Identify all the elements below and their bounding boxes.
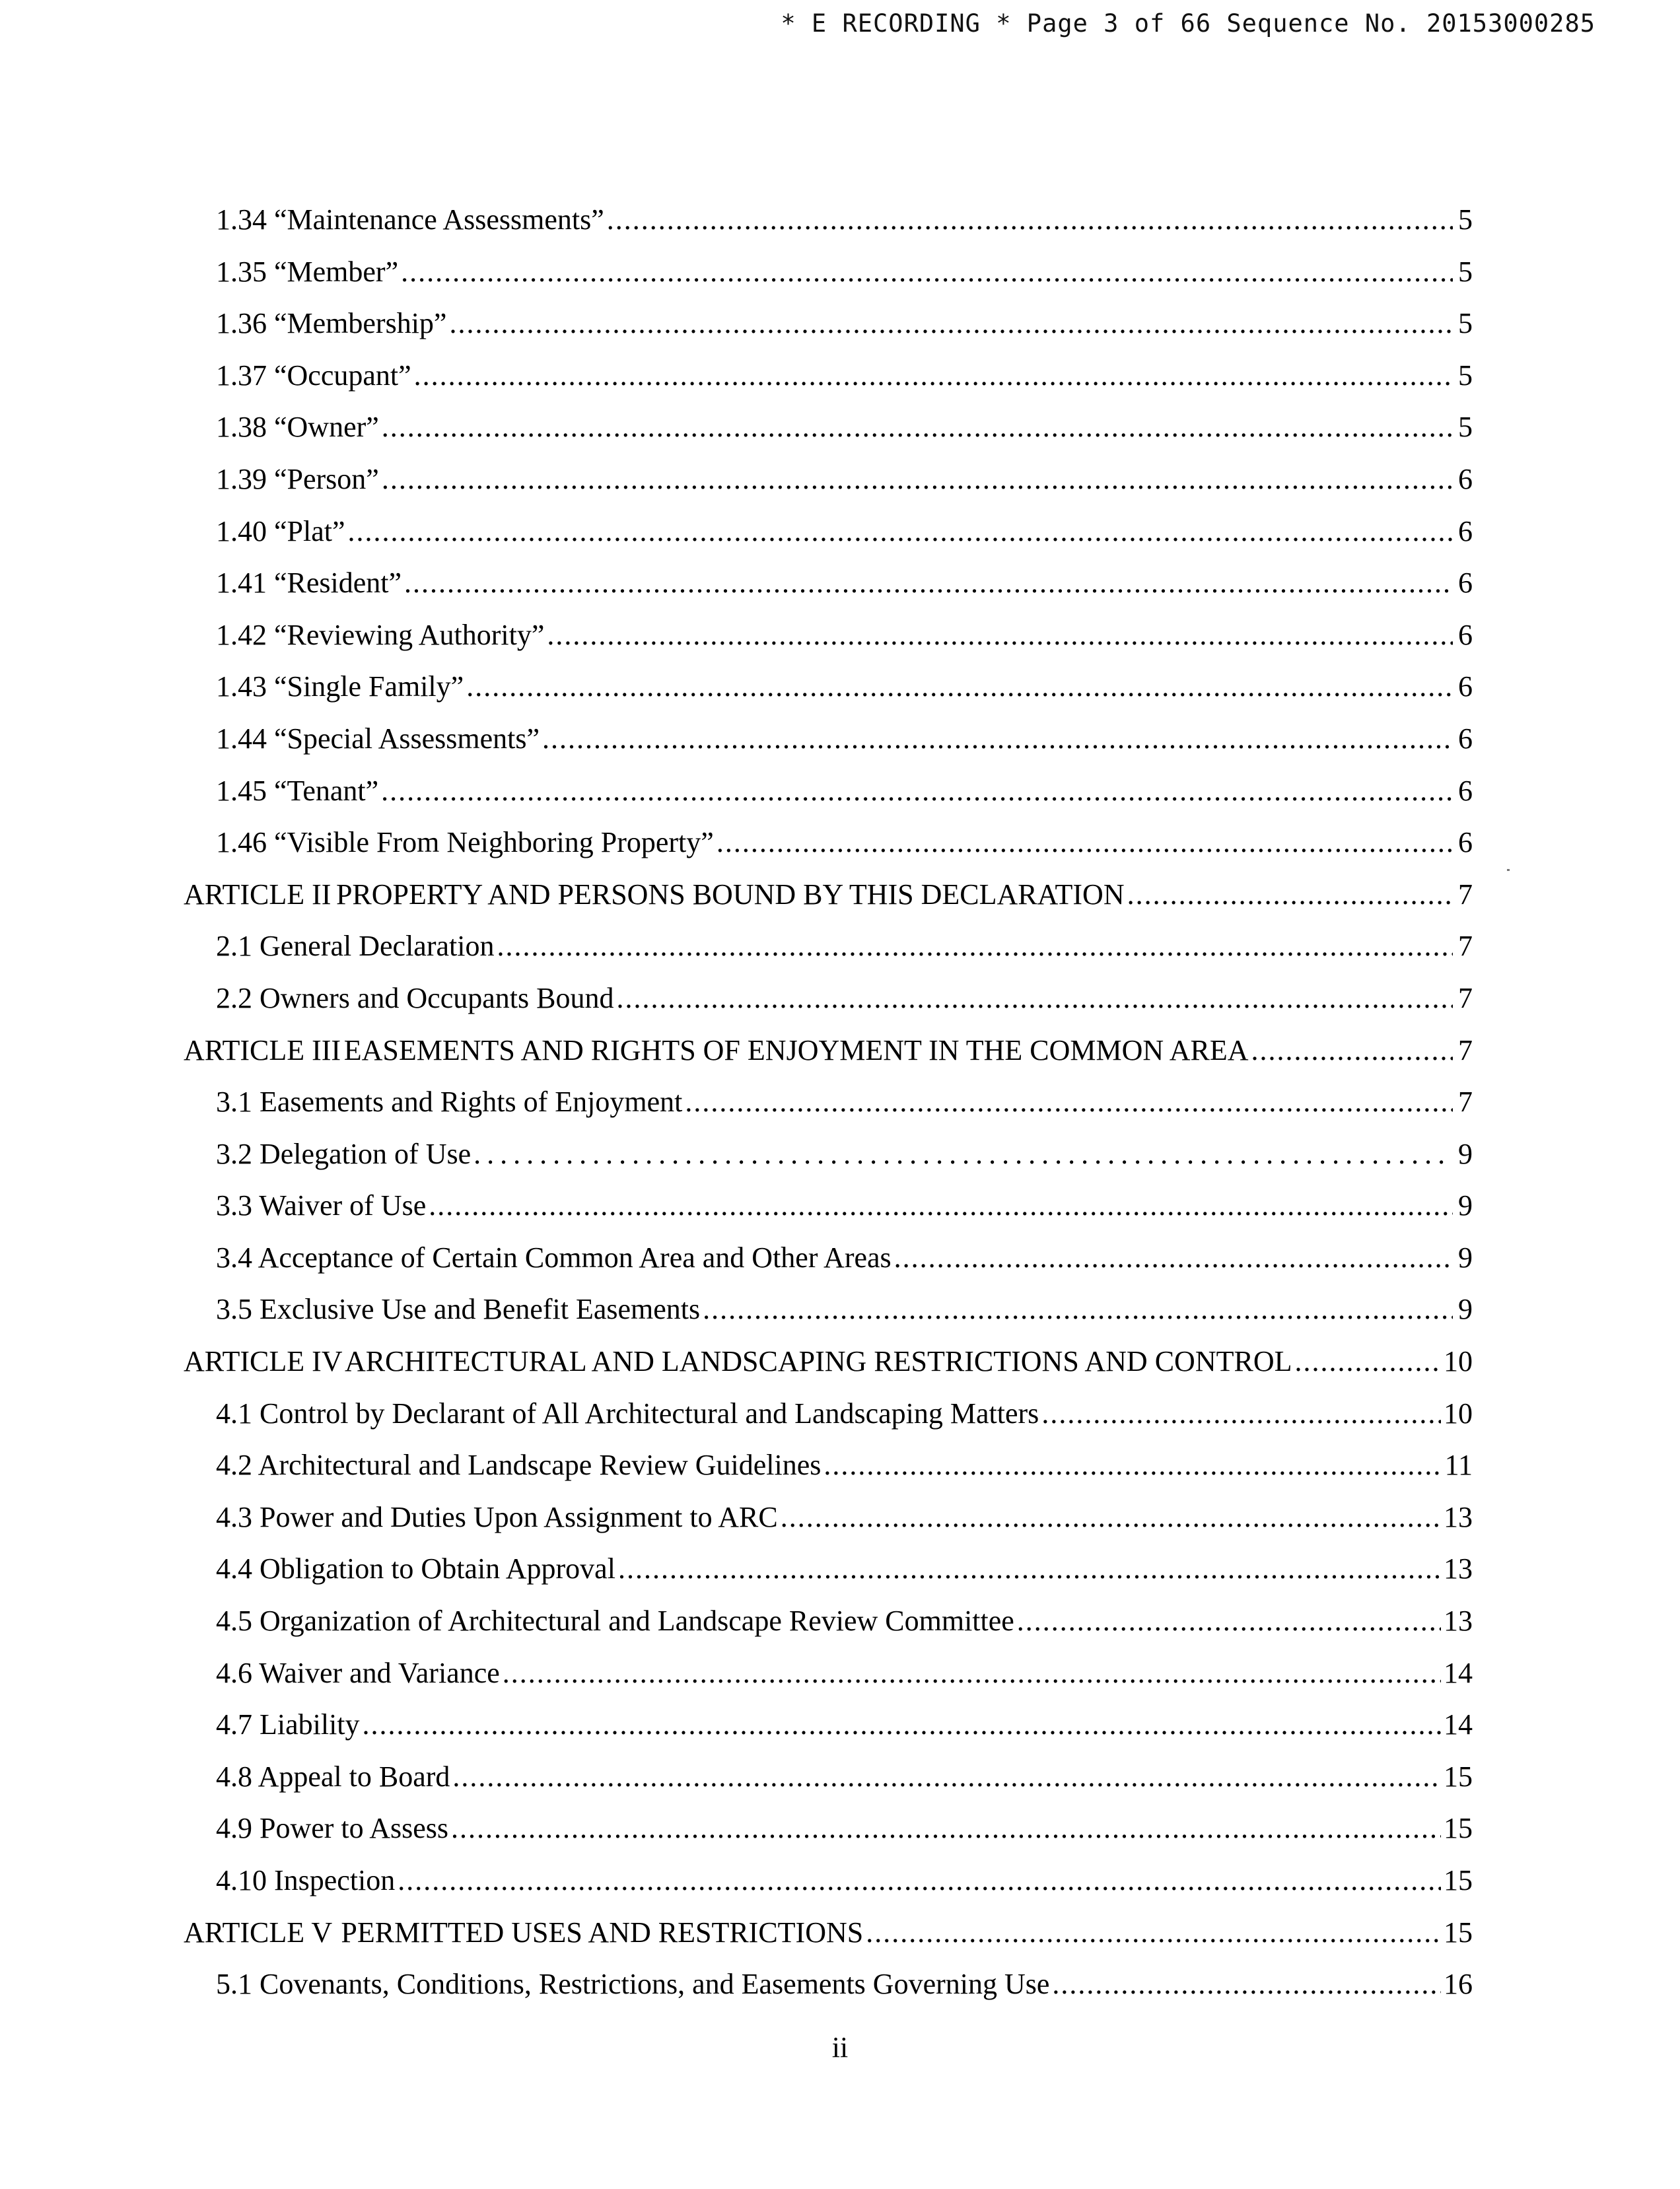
toc-page-number: 15: [1444, 1812, 1473, 1845]
dot-leader: [401, 256, 1453, 289]
dot-leader: [703, 1293, 1453, 1326]
dot-leader: [429, 1189, 1453, 1222]
toc-section-row: [184, 619, 1473, 671]
toc-page-number: 6: [1458, 514, 1473, 547]
dot-leader: [503, 1657, 1441, 1690]
toc-page-number: 7: [1458, 981, 1473, 1014]
toc-section-row: [184, 1552, 1473, 1605]
toc-section-row: [184, 930, 1473, 982]
dot-leader: [381, 775, 1453, 808]
toc-page-number: 6: [1458, 670, 1473, 703]
section-title: 4.10 Inspection: [216, 1864, 396, 1896]
section-title: 1.38 “Owner”: [216, 411, 379, 444]
toc-section-row: [184, 411, 1473, 463]
toc-section-row: [184, 1501, 1473, 1553]
article-number: ARTICLE IV: [184, 1345, 343, 1378]
toc-section-row: [184, 1397, 1473, 1449]
dot-leader: [473, 1138, 1453, 1171]
article-title: PERMITTED USES AND RESTRICTIONS: [341, 1916, 864, 1949]
section-title: 4.8 Appeal to Board: [216, 1760, 450, 1793]
toc-section-row: [184, 359, 1473, 411]
section-title: 3.2 Delegation of Use: [216, 1137, 472, 1170]
toc-section-row: [184, 1708, 1473, 1760]
toc-section-row: [184, 1605, 1473, 1657]
toc-section-row: [184, 307, 1473, 359]
section-title: 4.9 Power to Assess: [216, 1812, 449, 1845]
section-title: 1.34 “Maintenance Assessments”: [216, 203, 604, 236]
toc-section-row: [184, 1968, 1473, 2020]
toc-page-number: 9: [1458, 1137, 1473, 1170]
section-title: 3.1 Easements and Rights of Enjoyment: [216, 1086, 683, 1119]
dot-leader: [685, 1086, 1453, 1119]
section-title: 4.2 Architectural and Landscape Review Guidelines: [216, 1449, 822, 1482]
toc-page-number: 6: [1458, 567, 1473, 600]
dot-leader: [823, 1449, 1442, 1482]
section-title: 1.42 “Reviewing Authority”: [216, 618, 545, 651]
toc-page-number: 5: [1458, 255, 1473, 288]
toc-section-row: [184, 1138, 1473, 1190]
dot-leader: [717, 826, 1453, 859]
toc-page-number: 13: [1444, 1552, 1473, 1585]
dot-leader: [398, 1864, 1441, 1897]
section-title: 1.44 “Special Assessments”: [216, 722, 540, 755]
toc-page-number: 13: [1444, 1500, 1473, 1533]
toc-article-row: [184, 1034, 1473, 1086]
toc-page-number: 5: [1458, 307, 1473, 340]
toc-page-number: 15: [1444, 1864, 1473, 1896]
toc-section-row: [184, 463, 1473, 515]
toc-page-number: 14: [1444, 1656, 1473, 1689]
toc-article-row: [184, 1345, 1473, 1397]
article-number: ARTICLE II: [184, 878, 332, 911]
dot-leader: [547, 619, 1453, 652]
dot-leader: [866, 1916, 1441, 1949]
toc-section-row: [184, 203, 1473, 256]
toc-page-number: 15: [1444, 1760, 1473, 1793]
dot-leader: [452, 1760, 1441, 1793]
toc-section-row: [184, 826, 1473, 878]
toc-section-row: [184, 1864, 1473, 1916]
page-number-footer: ii: [831, 2031, 849, 2064]
toc-section-row: [184, 775, 1473, 827]
section-title: 1.40 “Plat”: [216, 514, 345, 547]
dot-leader: [542, 722, 1453, 755]
toc-section-row: [184, 1760, 1473, 1813]
section-title: 1.45 “Tenant”: [216, 774, 379, 807]
toc-section-row: [184, 1449, 1473, 1501]
section-title: 4.5 Organization of Architectural and Landscape Review Committee: [216, 1605, 1014, 1638]
section-title: 5.1 Covenants, Conditions, Restrictions, and Easements Governing Use: [216, 1968, 1050, 2001]
section-title: 1.36 “Membership”: [216, 307, 447, 340]
dot-leader: [414, 359, 1453, 392]
dot-leader: [1052, 1968, 1441, 2001]
toc-section-row: [184, 1189, 1473, 1241]
toc-section-row: [184, 1293, 1473, 1345]
dot-leader: [348, 515, 1453, 548]
recording-header: * E RECORDING * Page 3 of 66 Sequence No. 20153000285: [781, 9, 1595, 38]
toc-page-number: 5: [1458, 359, 1473, 392]
section-title: 1.39 “Person”: [216, 462, 379, 495]
dot-leader: [451, 1812, 1441, 1845]
section-title: 4.3 Power and Duties Upon Assignment to ARC: [216, 1500, 778, 1533]
toc-page-number: 6: [1458, 618, 1473, 651]
dot-leader: [382, 463, 1453, 496]
section-title: 1.41 “Resident”: [216, 567, 402, 600]
toc-section-row: [184, 670, 1473, 722]
toc-section-row: [184, 1241, 1473, 1294]
section-title: 3.4 Acceptance of Certain Common Area and Other Areas: [216, 1241, 892, 1274]
section-title: 3.5 Exclusive Use and Benefit Easements: [216, 1293, 701, 1326]
toc-section-row: [184, 1812, 1473, 1864]
section-title: 1.37 “Occupant”: [216, 359, 411, 392]
article-number: ARTICLE III: [184, 1033, 341, 1066]
dot-leader: [497, 930, 1453, 963]
section-title: 2.1 General Declaration: [216, 930, 495, 963]
section-title: 4.7 Liability: [216, 1708, 360, 1741]
dot-leader: [1017, 1605, 1441, 1638]
toc-page-number: 5: [1458, 411, 1473, 444]
section-title: 1.35 “Member”: [216, 255, 399, 288]
section-title: 1.43 “Single Family”: [216, 670, 464, 703]
toc-page-number: 10: [1444, 1397, 1473, 1430]
article-number: ARTICLE V: [184, 1916, 333, 1949]
toc-page-number: 7: [1458, 878, 1473, 911]
dot-leader: [466, 670, 1453, 703]
section-title: 4.1 Control by Declarant of All Architectural and Landscaping Matters: [216, 1397, 1039, 1430]
toc-page-number: 6: [1458, 774, 1473, 807]
toc-section-row: [184, 722, 1473, 775]
article-title: PROPERTY AND PERSONS BOUND BY THIS DECLARATION: [335, 878, 1125, 911]
toc-page-number: 6: [1458, 462, 1473, 495]
dot-leader: [363, 1708, 1441, 1741]
section-title: 2.2 Owners and Occupants Bound: [216, 981, 614, 1014]
toc-page-number: 15: [1443, 1916, 1473, 1949]
toc-page-number: 9: [1458, 1293, 1473, 1326]
table-of-contents: [184, 203, 1473, 2020]
toc-page-number: 7: [1458, 1086, 1473, 1119]
toc-article-row: [184, 878, 1473, 930]
dot-leader: [607, 203, 1453, 236]
toc-section-row: [184, 1086, 1473, 1138]
toc-article-row: [184, 1916, 1473, 1968]
article-title: ARCHITECTURAL AND LANDSCAPING RESTRICTIONS AND CONTROL: [344, 1345, 1292, 1378]
section-title: 3.3 Waiver of Use: [216, 1189, 427, 1222]
toc-section-row: [184, 515, 1473, 567]
toc-page-number: 7: [1458, 1033, 1473, 1066]
dot-leader: [449, 307, 1453, 340]
toc-page-number: 9: [1458, 1189, 1473, 1222]
article-title: EASEMENTS AND RIGHTS OF ENJOYMENT IN THE COMMON AREA: [343, 1033, 1249, 1066]
toc-section-row: [184, 567, 1473, 619]
section-title: 1.46 “Visible From Neighboring Property”: [216, 826, 714, 859]
toc-section-row: [184, 256, 1473, 308]
scan-speck: [1507, 869, 1510, 871]
dot-leader: [616, 982, 1453, 1015]
toc-page-number: 11: [1444, 1449, 1473, 1482]
toc-page-number: 13: [1444, 1605, 1473, 1638]
toc-page-number: 7: [1458, 930, 1473, 963]
toc-section-row: [184, 982, 1473, 1034]
toc-page-number: 9: [1458, 1241, 1473, 1274]
toc-page-number: 6: [1458, 722, 1473, 755]
toc-page-number: 6: [1458, 826, 1473, 859]
toc-page-number: 10: [1444, 1345, 1473, 1378]
dot-leader: [1294, 1345, 1441, 1378]
dot-leader: [1041, 1397, 1441, 1430]
toc-page-number: 14: [1444, 1708, 1473, 1741]
dot-leader: [1127, 878, 1453, 911]
dot-leader: [781, 1501, 1441, 1534]
dot-leader: [618, 1552, 1441, 1585]
dot-leader: [382, 411, 1453, 444]
toc-section-row: [184, 1657, 1473, 1709]
dot-leader: [1251, 1034, 1453, 1067]
section-title: 4.6 Waiver and Variance: [216, 1656, 500, 1689]
section-title: 4.4 Obligation to Obtain Approval: [216, 1552, 615, 1585]
dot-leader: [404, 567, 1453, 600]
toc-page-number: 5: [1458, 203, 1473, 236]
toc-page-number: 16: [1444, 1968, 1473, 2001]
dot-leader: [894, 1241, 1453, 1274]
